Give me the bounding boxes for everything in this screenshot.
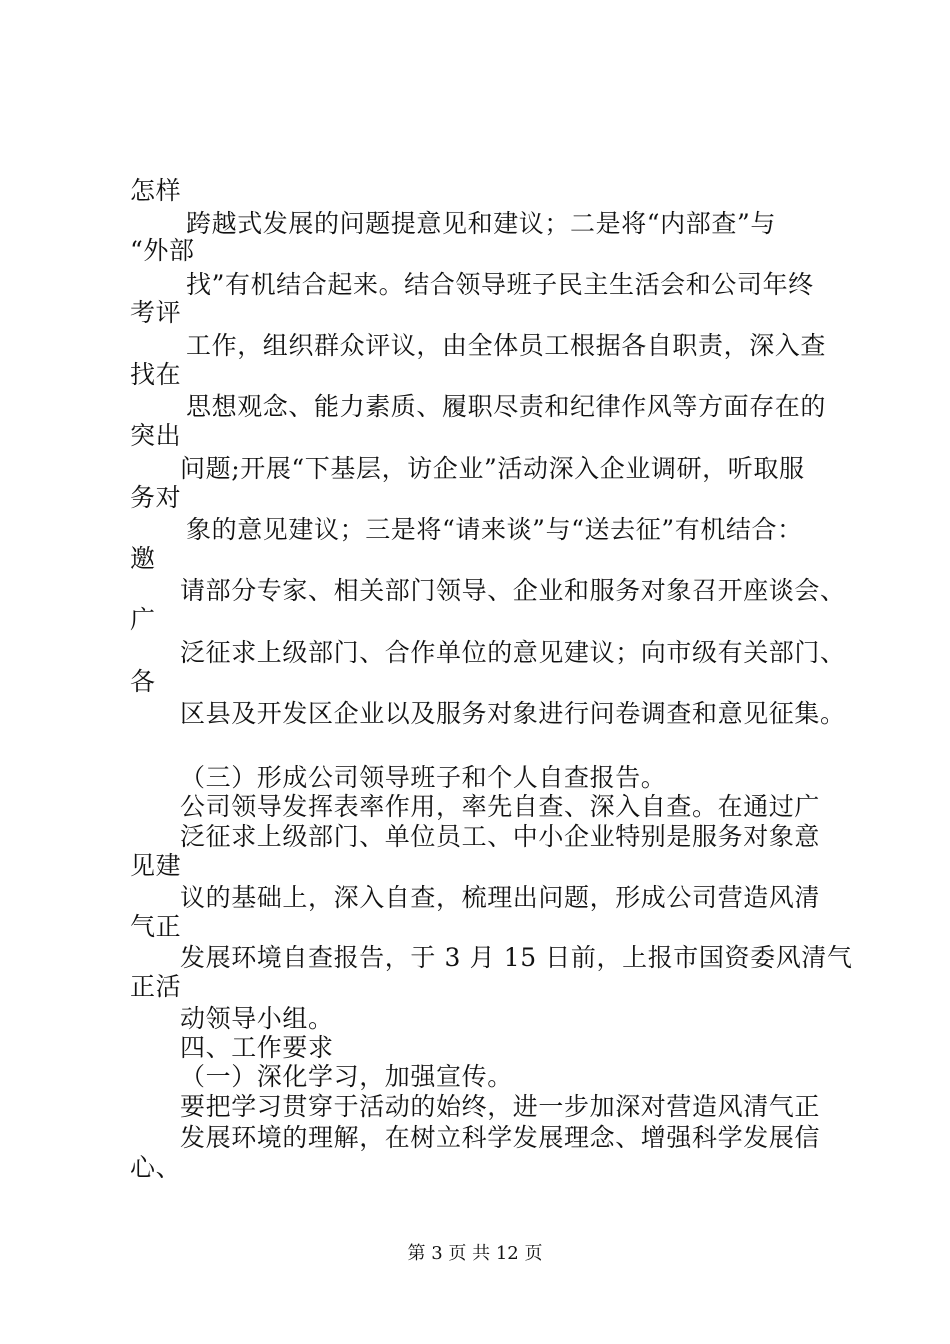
text-line: 广 <box>130 605 156 634</box>
text-line: 各 <box>130 667 156 696</box>
text-line: 工作，组织群众评议，由全体员工根据各自职责，深入查 <box>186 331 827 360</box>
text-line: 找在 <box>130 360 182 389</box>
text-line: 怎样 <box>130 176 182 205</box>
text-line: 发展环境自查报告，于 3 月 15 日前，上报市国资委风清气 <box>180 943 853 972</box>
text-line: 象的意见建议；三是将“请来谈”与“送去征”有机结合： <box>186 515 803 544</box>
text-line: 发展环境的理解，在树立科学发展理念、增强科学发展信 <box>180 1123 821 1152</box>
text-line: 气正 <box>130 912 182 941</box>
text-line: 动领导小组。 <box>180 1004 334 1033</box>
text-line: 务对 <box>130 483 182 512</box>
text-line: 邀 <box>130 544 156 573</box>
text-line: 请部分专家、相关部门领导、企业和服务对象召开座谈会、 <box>180 576 846 605</box>
text-line: 议的基础上，深入自查，梳理出问题，形成公司营造风清 <box>180 883 821 912</box>
text-line: 心、 <box>130 1153 182 1182</box>
text-line: 泛征求上级部门、单位员工、中小企业特别是服务对象意 <box>180 822 821 851</box>
text-line: 区县及开发区企业以及服务对象进行问卷调查和意见征集。 <box>180 699 846 728</box>
subsection-heading: （一）深化学习，加强宣传。 <box>180 1062 513 1091</box>
text-line: 跨越式发展的问题提意见和建议；二是将“内部查”与 <box>186 209 776 238</box>
text-line: 思想观念、能力素质、履职尽责和纪律作风等方面存在的 <box>186 392 827 421</box>
section-heading: 四、工作要求 <box>180 1033 334 1062</box>
text-line: 要把学习贯穿于活动的始终，进一步加深对营造风清气正 <box>180 1092 821 1121</box>
text-line: 考评 <box>130 298 182 327</box>
text-line: 见建 <box>130 851 182 880</box>
text-line: 公司领导发挥表率作用，率先自查、深入自查。在通过广 <box>180 792 821 821</box>
text-line: 泛征求上级部门、合作单位的意见建议；向市级有关部门、 <box>180 638 846 667</box>
text-line: 突出 <box>130 421 182 450</box>
text-line: 找”有机结合起来。结合领导班子民主生活会和公司年终 <box>186 270 814 299</box>
section-heading: （三）形成公司领导班子和个人自查报告。 <box>180 763 667 792</box>
text-line: 正活 <box>130 972 182 1001</box>
text-line: 问题;开展“下基层，访企业”活动深入企业调研，听取服 <box>180 454 805 483</box>
page-number-footer: 第 3 页 共 12 页 <box>407 1243 543 1264</box>
text-line: “外部 <box>130 236 195 265</box>
